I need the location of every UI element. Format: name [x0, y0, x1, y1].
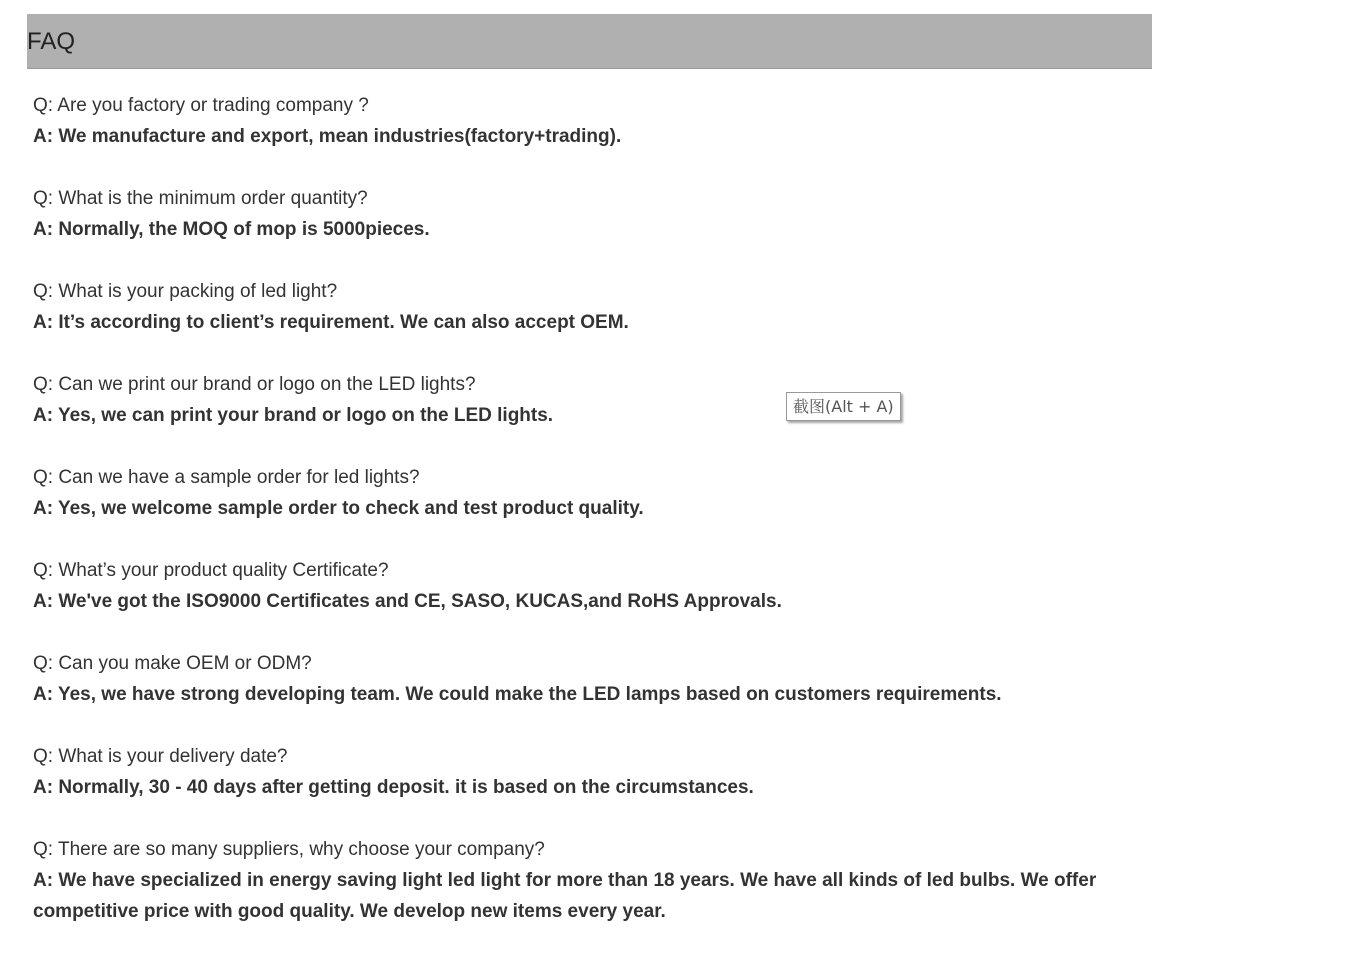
- faq-question: Q: Can you make OEM or ODM?: [33, 653, 312, 674]
- faq-answer: A: We've got the ISO9000 Certificates and CE, SASO, KUCAS,and RoHS Approvals.: [33, 591, 782, 612]
- faq-question: Q: Can we print our brand or logo on the LED lights?: [33, 374, 476, 395]
- screenshot-tooltip: 截图(Alt + A): [786, 392, 901, 421]
- faq-answer: A: It’s according to client’s requirement. We can also accept OEM.: [33, 312, 629, 333]
- faq-item: [33, 462, 1143, 524]
- faq-header: [27, 14, 1152, 69]
- faq-list: [33, 90, 1143, 958]
- faq-answer: A: We manufacture and export, mean industries(factory+trading).: [33, 126, 622, 147]
- faq-answer: A: Yes, we have strong developing team. We could make the LED lamps based on customers requirements.: [33, 684, 1002, 705]
- faq-item: [33, 183, 1143, 245]
- faq-question: Q: Are you factory or trading company ?: [33, 95, 369, 116]
- faq-answer: A: Normally, 30 - 40 days after getting deposit. it is based on the circumstances.: [33, 777, 754, 798]
- faq-item: [33, 90, 1143, 152]
- faq-question: Q: What’s your product quality Certificate?: [33, 560, 389, 581]
- faq-title: FAQ: [27, 28, 76, 55]
- faq-question: Q: There are so many suppliers, why choose your company?: [33, 839, 545, 860]
- faq-item: [33, 834, 1143, 927]
- faq-item: [33, 648, 1143, 710]
- faq-item: [33, 276, 1143, 338]
- faq-question: Q: Can we have a sample order for led lights?: [33, 467, 420, 488]
- faq-question: Q: What is your delivery date?: [33, 746, 288, 767]
- faq-answer: A: Normally, the MOQ of mop is 5000pieces.: [33, 219, 430, 240]
- faq-item: [33, 555, 1143, 617]
- faq-question: Q: What is your packing of led light?: [33, 281, 338, 302]
- faq-answer: A: Yes, we welcome sample order to check and test product quality.: [33, 498, 644, 519]
- faq-answer: A: Yes, we can print your brand or logo on the LED lights.: [33, 405, 554, 426]
- faq-answer: A: We have specialized in energy saving light led light for more than 18 years. We have all kinds of led bulbs. We offer competitive price with good quality. We develop new items every year.: [33, 870, 1097, 922]
- faq-item: [33, 369, 1143, 431]
- faq-question: Q: What is the minimum order quantity?: [33, 188, 368, 209]
- faq-item: [33, 741, 1143, 803]
